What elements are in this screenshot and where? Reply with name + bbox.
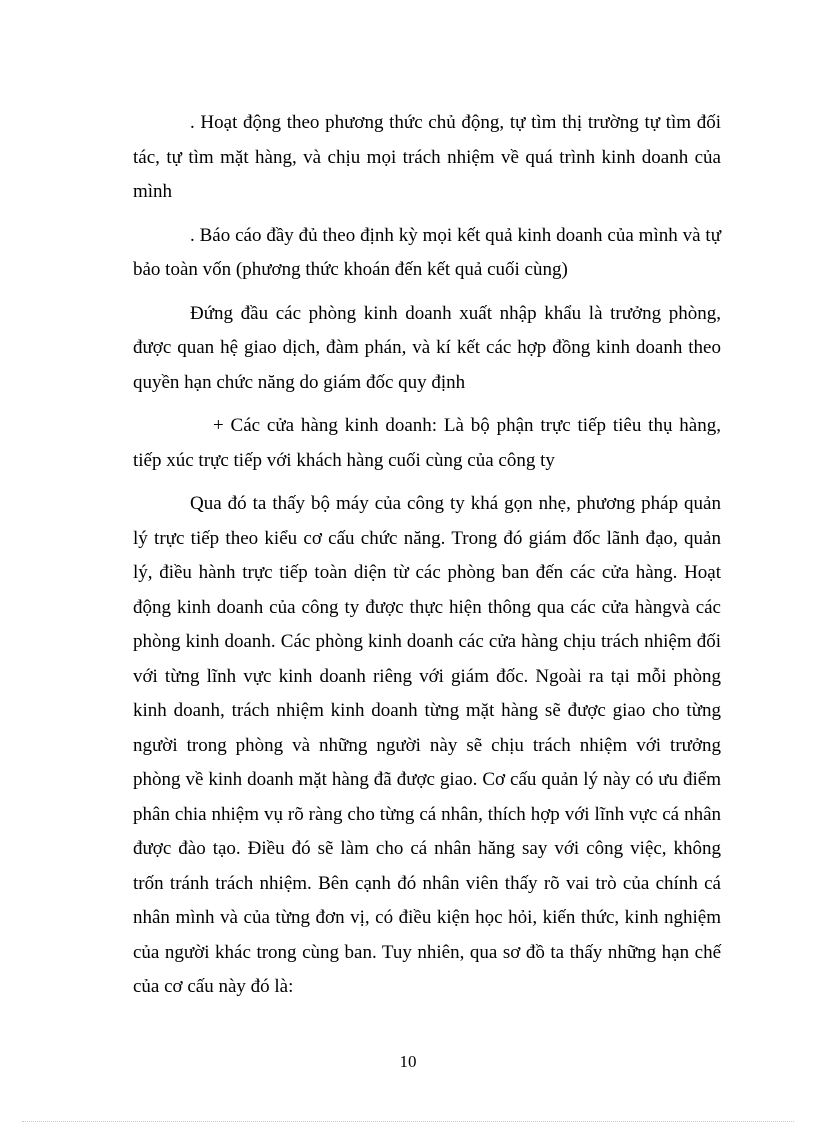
body-text: [133, 106, 721, 1014]
paragraph-business-stores: + Các cửa hàng kinh doanh: Là bộ phận trực tiếp tiêu thụ hàng, tiếp xúc trực tiếp với khách hàng cuối cùng của công ty: [133, 415, 721, 471]
paragraph-active-operation: . Hoạt động theo phương thức chủ động, tự tìm thị trường tự tìm đối tác, tự tìm mặt hàng, và chịu mọi trách nhiệm về quá trình kinh doanh của mình: [133, 112, 721, 202]
paragraph-periodic-report: . Báo cáo đầy đủ theo định kỳ mọi kết quả kinh doanh của mình và tự bảo toàn vốn (phương thức khoán đến kết quả cuối cùng): [133, 224, 721, 280]
paragraph-head-of-department: Đứng đầu các phòng kinh doanh xuất nhập khẩu là trưởng phòng, được quan hệ giao dịch, đàm phán, và kí kết các hợp đồng kinh doanh theo quyền hạn chức năng do giám đốc quy định: [133, 302, 721, 393]
paragraph-structure-analysis: Qua đó ta thấy bộ máy của công ty khá gọn nhẹ, phương pháp quản lý trực tiếp theo kiểu cơ cấu chức năng. Trong đó giám đốc lãnh đạo, quản lý, điều hành trực tiếp toàn diện từ các phòng ban đến các cửa hàng. Hoạt động kinh doanh của công ty được thực hiện thông qua các cửa hàngvà các phòng kinh doanh. Các phòng kinh doanh các cửa hàng chịu trách nhiệm đối với từng lĩnh vực kinh doanh riêng với giám đốc. Ngoài ra tại mỗi phòng kinh doanh, trách nhiệm kinh doanh từng mặt hàng sẽ được giao cho từng người trong phòng và những người này sẽ chịu trách nhiệm với trưởng phòng về kinh doanh mặt hàng đã được giao. Cơ cấu quản lý này có ưu điểm phân chia nhiệm vụ rõ ràng cho từng cá nhân, thích hợp với lĩnh vực cá nhân được đào tạo. Điều đó sẽ làm cho cá nhân hăng say với công việc, không trốn tránh trách nhiệm. Bên cạnh đó nhân viên thấy rõ vai trò của chính cá nhân mình và của từng đơn vị, có điều kiện học hỏi, kiến thức, kinh nghiệm của người khác trong cùng ban. Tuy nhiên, qua sơ đồ ta thấy những hạn chế của cơ cấu này đó là:: [133, 493, 721, 997]
footer-divider: [22, 1121, 794, 1122]
page-number: 10: [399, 1052, 417, 1071]
